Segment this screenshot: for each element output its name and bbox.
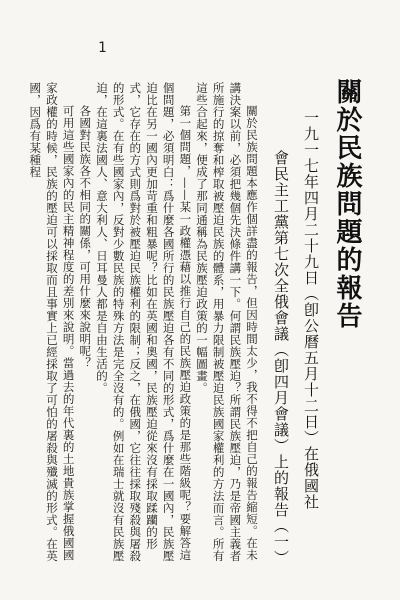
paragraph-3: 各國對民族各不相同的關係，可用什麼來說明呢？ bbox=[78, 105, 93, 369]
page-number: 1 bbox=[98, 40, 107, 56]
paragraph-4: 可用這些國家內的民主精神程度的差別來說明。當過去的年代裏的土地貴族掌握俄國國家政權的時候，民族的壓迫可以採取而且事實上已經採取了可怕的屠殺與殲滅的形式。在英國，因爲有某種程 bbox=[28, 82, 76, 562]
body-text bbox=[28, 82, 260, 562]
page-title: 關於民族問題的報告 bbox=[332, 78, 362, 330]
paragraph-2: 第一個問題，——某一政權憑藉以推行自己的民族壓迫政策的是那些階級呢？要解答這個問題，必須明白：爲什麼各國所行的民族壓迫各有不同的形式，爲什麼在一國內，民族壓迫比在另一國內更加苛重和粗暴呢？比如在英國和奧國，民族壓迫從來沒有採取蹂躪的形式，它存在的方式則爲對於被壓迫民族權利的限制；反之，在俄國，它往往採取殘殺與屠殺的形式。在有些國家內，反對少數民族的特殊方法是完全沒有的。例如在瑞士就沒有民族壓迫，在這裏法國人、意大利人、日耳曼人都是自由生活的。 bbox=[94, 82, 193, 562]
subtitle-line-1: 一九一七年四月二十九日（卽公曆五月十二日）在俄國社 bbox=[302, 110, 320, 510]
paragraph-1: 關於民族問題本應作個詳盡的報告，但因時間太少，我不得不把自己的報告縮短。在未講決案以前，必須把幾個先決條件講一下。何謂民族壓迫？所謂民族壓迫，乃是帝國主義者所施行的掠奪和榨取被壓迫民族的體系，用暴力限制被壓迫民族國家權利的方法而言。所有這些合起來，便成了那同通稱為民族壓迫政策的一幅圖畫。 bbox=[194, 82, 259, 562]
subtitle-line-2: 會民主工黨第七次全俄會議（卽四月會議）上的報告（一） bbox=[272, 150, 290, 566]
